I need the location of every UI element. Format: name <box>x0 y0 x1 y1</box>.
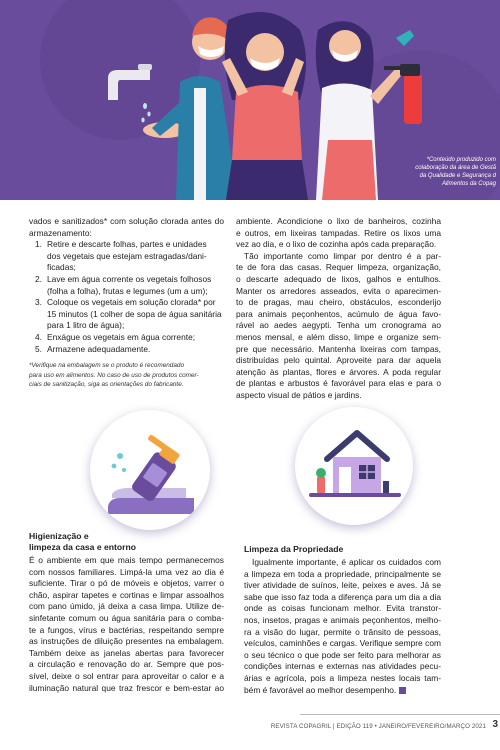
step-1-line: dos vegetais que estejam estragadas/dani- <box>47 250 207 261</box>
text-line: e outros, em lixeiras tampadas. Retire os lixos uma <box>236 227 441 238</box>
cleaning-spray-icon <box>90 410 210 530</box>
step-4: 4. Enxágue os vegetais em água corrente; <box>35 331 196 342</box>
text-line-last: bém é favorável ao melhor desempenho. <box>244 685 441 697</box>
text-line: aspecto visual de pátios e jardins. <box>236 389 362 400</box>
text-line: rável ao aedes aegypti. Tenha um cronograma ao <box>236 320 441 331</box>
text-line: com pano úmido, já deixa a casa limpa. Utilize de- <box>29 601 224 612</box>
text-line: onde as coisas funcionam melhor. Evita transtor- <box>244 603 441 614</box>
text-line: nos, insetos, pragas e animais peçonhentos, melho- <box>244 614 441 625</box>
text-line: ra a visão do lugar, permite o trânsito de pessoas, <box>244 626 441 637</box>
sanitizer-note: *Verifique na embalagem se o produto é recomendado para uso em alimentos. No caso de uso de produtos comer- ciais de sanitização, siga as orientações do fabricante. <box>29 362 199 388</box>
hero-illustration <box>0 0 500 200</box>
text-line: to de pragas, mau cheiro, obstáculos, esconderijo <box>236 297 441 308</box>
hero-caption: *Conteúdo produzido com colaboração da área de Gestã da Qualidade e Segurança d Alimentos da Copag <box>415 157 496 187</box>
section-property-body <box>244 557 441 696</box>
text-line: Igualmente importante, é aplicar os cuidados com <box>252 557 441 567</box>
text-line: de plantas e arbustos é favorável para elas e para o <box>236 378 441 389</box>
right-column <box>236 216 441 402</box>
text-line: pre que necessário. Mantenha lixeiras com tampas, <box>236 343 441 354</box>
text-line: ambiente. Acondicione o lixo de banheiros, cozinha <box>236 216 441 226</box>
text-line: a circulação e renovação do ar. Sempre que pos- <box>29 659 224 670</box>
text-line: Manter os arredores asseados, evita o aparecimen- <box>236 285 441 296</box>
text-line: Tão importante como limpar por dentro é a par- <box>244 250 441 261</box>
step-3-line: 15 minutos (1 colher de sopa de água sanitária <box>47 308 222 319</box>
step-5: 5. Armazene adequadamente. <box>35 343 151 354</box>
step-2-line: (folha a folha), frutas e legumes (um a um); <box>47 285 208 296</box>
section-property-title: Limpeza da Propriedade <box>244 544 344 554</box>
text-line: chão, aspirar tapetes e cortinas e limpar assoalhos <box>29 589 224 600</box>
text-line: para animais peçonhentos, acúmulo de água favo- <box>236 308 441 319</box>
text-line: sabe que isso faz toda a diferença para um dia a dia <box>244 591 441 602</box>
text-line: sível, deixe o sol entrar para aproveitar o calor e a <box>29 670 224 681</box>
intro-line: armazenamento: <box>29 227 92 238</box>
footer-publication: REVISTA COPAGRIL | EDIÇÃO 119 • JANEIRO/FEVEREIRO/MARÇO 2021 <box>270 723 486 730</box>
text-line: a limpeza em toda a propriedade, principalmente se <box>244 568 441 579</box>
section-home-title: Higienização e limpeza da casa e entorno <box>29 531 136 552</box>
text-line: condições internas e externas nas atividades pecu- <box>244 661 441 672</box>
end-of-article-icon <box>399 687 406 694</box>
text-line: o descarte adequado de lixos, galhos e entulhos. <box>236 273 441 284</box>
text-line: te a fungos, vírus e bactérias, respeitando sempre <box>29 624 224 635</box>
text-line: te de fora das casas. Requer limpeza, organização, <box>236 262 441 273</box>
section-home-body <box>29 555 224 694</box>
footer-divider <box>300 714 500 715</box>
step-3: 3. Coloque os vegetais em solução clorada* por <box>35 297 216 308</box>
text-line: as instruções de diluição presentes na embalagem. <box>29 636 224 647</box>
text-line: distribuídas pelo quintal. Aproveite para dar aquela <box>236 355 441 366</box>
step-1: 1. Retire e descarte folhas, partes e unidades <box>35 239 207 250</box>
text-line: vez ao dia, e o lixo de cozinha após cada preparação. <box>236 239 437 250</box>
text-line: árias e agrícola, pois a limpeza nestes locais tam- <box>244 672 441 683</box>
text-line: tiver atividade de suínos, leite, peixes e aves. Já se <box>244 580 441 591</box>
text-line: suficiente. Tirar o pó de móveis e objetos, varrer o <box>29 578 224 589</box>
step-2: 2. Lave em água corrente os vegetais folhosos <box>35 273 212 284</box>
text-line: sinfetante comum ou água sanitária para o comba- <box>29 612 224 623</box>
step-1-line: ficadas; <box>47 262 76 273</box>
page-footer <box>0 714 500 750</box>
page-number: 3 <box>492 719 498 730</box>
text-line: veículos, caminhões e cargas. Verifique sempre com <box>244 638 441 649</box>
intro-line: vados e sanitizados* com solução clorada antes do <box>29 216 224 226</box>
text-line: atenção às plantas, flores e árvores. A poda regular <box>236 366 441 377</box>
text-line: Também deixe as janelas abertas para favorecer <box>29 647 224 658</box>
text-line: com nossos familiares. Limpá-la uma vez ao dia é <box>29 566 224 577</box>
house-icon <box>295 407 413 525</box>
left-column <box>29 216 224 389</box>
text-line: É o ambiente em que mais tempo permanecemos <box>29 555 224 565</box>
text-line: iluminação natural que traz frescor e bem-estar ao <box>29 682 224 693</box>
step-3-line: para 1 litro de água); <box>47 320 125 331</box>
text-line: menos mensal, e além disso, limpe e organize sem- <box>236 331 441 342</box>
text-line: o seu técnico o que pode ser feito para melhorar as <box>244 649 441 660</box>
